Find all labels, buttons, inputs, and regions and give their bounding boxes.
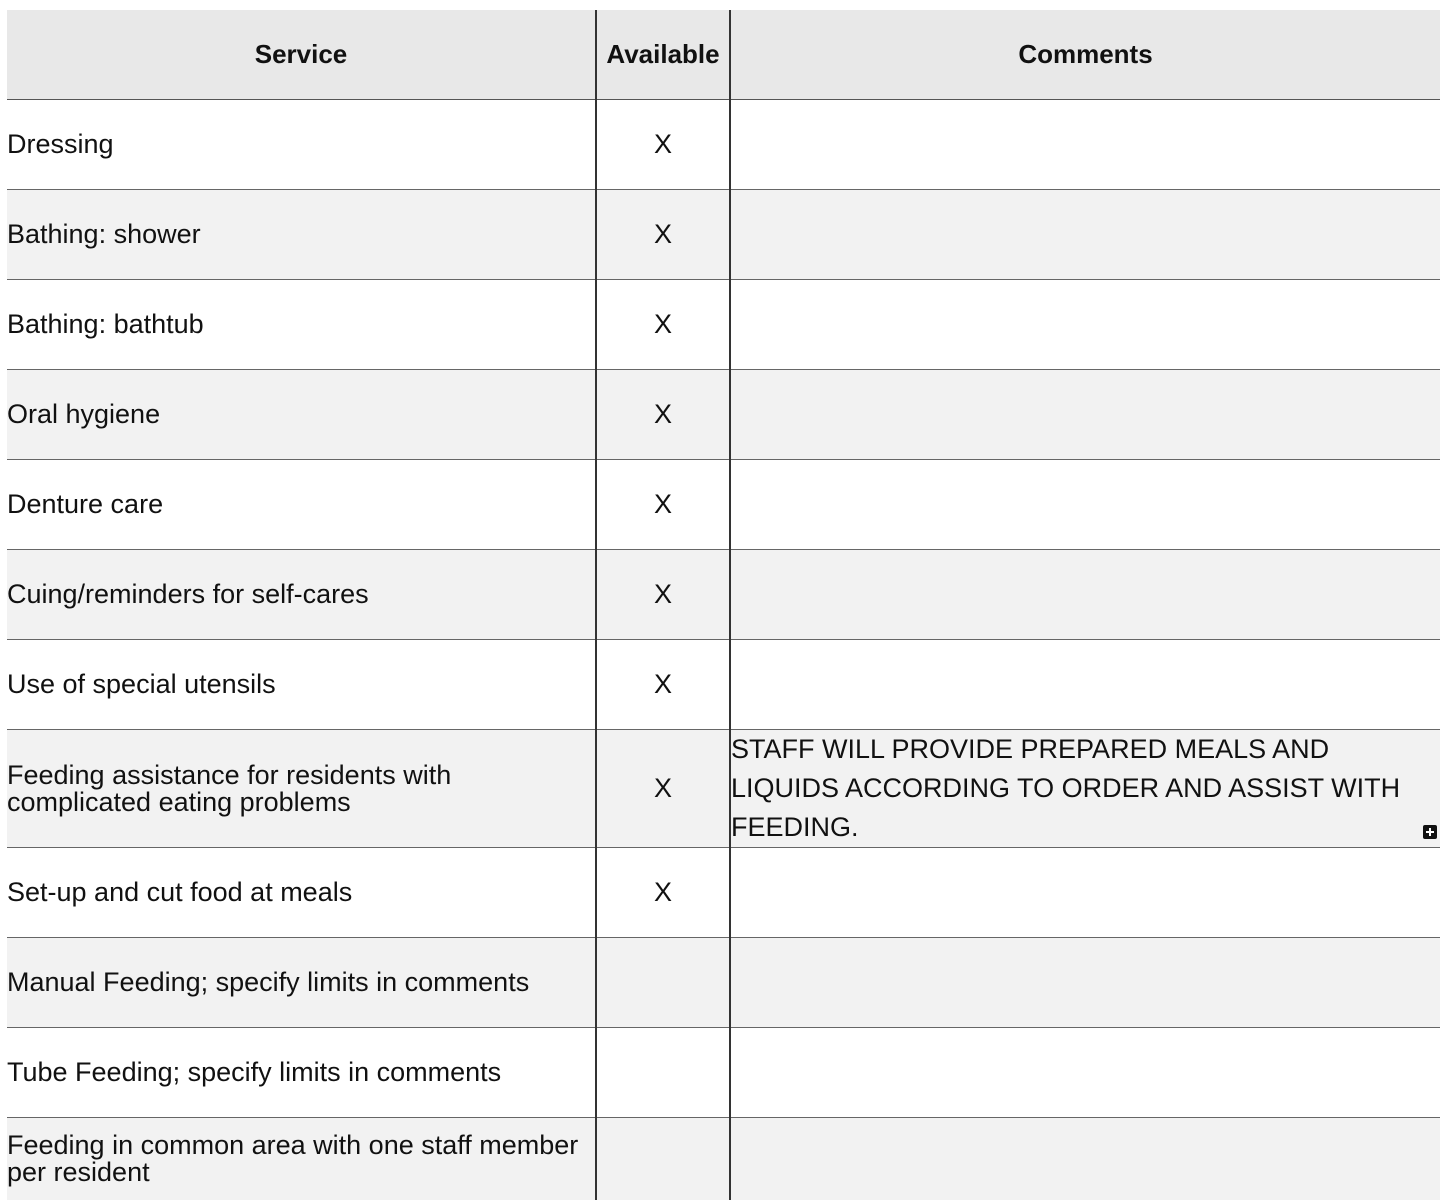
service-cell: Tube Feeding; specify limits in comments <box>7 1028 596 1118</box>
available-cell: X <box>596 190 730 280</box>
table-row <box>7 938 1440 1028</box>
available-cell <box>596 1118 730 1200</box>
available-cell: X <box>596 370 730 460</box>
service-cell: Bathing: bathtub <box>7 280 596 370</box>
table-row <box>7 848 1440 938</box>
available-cell <box>596 1028 730 1118</box>
service-cell: Dressing <box>7 100 596 190</box>
available-cell: X <box>596 460 730 550</box>
service-cell: Feeding in common area with one staff member per resident <box>7 1118 596 1200</box>
available-cell <box>596 938 730 1028</box>
comment-cell <box>730 550 1440 640</box>
service-cell: Set-up and cut food at meals <box>7 848 596 938</box>
table-row <box>7 370 1440 460</box>
table-row <box>7 550 1440 640</box>
available-cell: X <box>596 640 730 730</box>
comment-cell <box>730 848 1440 938</box>
service-cell: Denture care <box>7 460 596 550</box>
service-cell: Oral hygiene <box>7 370 596 460</box>
available-cell: X <box>596 100 730 190</box>
comment-cell <box>730 460 1440 550</box>
available-cell: X <box>596 730 730 848</box>
available-column-header: Available <box>596 10 730 100</box>
header-row <box>7 10 1440 100</box>
services-table <box>7 10 1440 1200</box>
table-row <box>7 1118 1440 1200</box>
comment-text: STAFF WILL PROVIDE PREPARED MEALS AND LIQUIDS ACCORDING TO ORDER AND ASSIST WITH FEEDING. <box>731 734 1400 842</box>
table-row <box>7 460 1440 550</box>
plus-box-icon[interactable] <box>1423 825 1437 839</box>
available-cell: X <box>596 848 730 938</box>
comment-cell <box>730 938 1440 1028</box>
comment-cell <box>730 640 1440 730</box>
service-cell: Feeding assistance for residents with complicated eating problems <box>7 730 596 848</box>
available-cell: X <box>596 280 730 370</box>
table-row <box>7 280 1440 370</box>
comment-cell <box>730 1118 1440 1200</box>
table-row <box>7 640 1440 730</box>
comment-cell <box>730 190 1440 280</box>
available-cell: X <box>596 550 730 640</box>
service-column-header: Service <box>7 10 596 100</box>
comment-cell <box>730 1028 1440 1118</box>
service-cell: Bathing: shower <box>7 190 596 280</box>
table-row <box>7 190 1440 280</box>
table-row <box>7 1028 1440 1118</box>
comment-cell <box>730 370 1440 460</box>
service-cell: Use of special utensils <box>7 640 596 730</box>
comment-cell-expandable <box>730 730 1440 848</box>
service-cell: Cuing/reminders for self-cares <box>7 550 596 640</box>
comment-cell <box>730 280 1440 370</box>
table-row <box>7 100 1440 190</box>
comments-column-header: Comments <box>730 10 1440 100</box>
table-row <box>7 730 1440 848</box>
service-cell: Manual Feeding; specify limits in comments <box>7 938 596 1028</box>
comment-cell <box>730 100 1440 190</box>
